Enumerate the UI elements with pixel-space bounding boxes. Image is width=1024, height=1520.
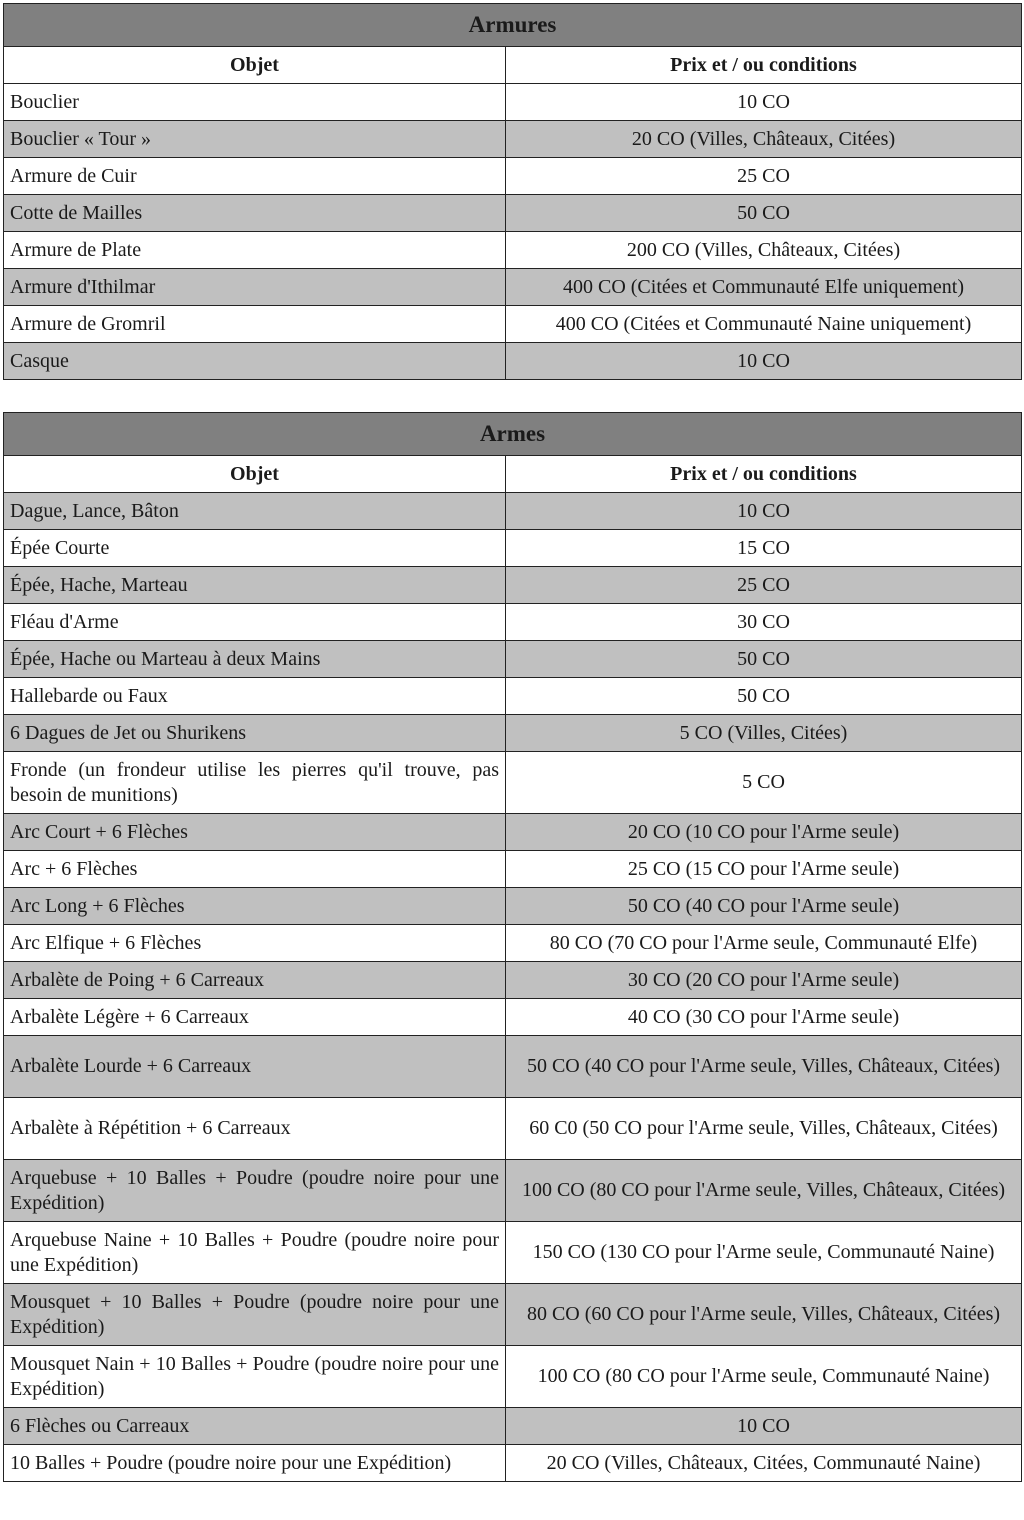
price-cell: 100 CO (80 CO pour l'Arme seule, Communauté Naine) xyxy=(506,1346,1022,1408)
table-title-row xyxy=(4,4,1022,47)
price-cell: 20 CO (Villes, Châteaux, Citées, Communauté Naine) xyxy=(506,1445,1022,1482)
item-cell: Arc Elfique + 6 Flèches xyxy=(4,925,506,962)
column-header-item: Objet xyxy=(4,456,506,493)
item-cell: Fronde (un frondeur utilise les pierres qu'il trouve, pas besoin de munitions) xyxy=(4,752,506,814)
table-row xyxy=(4,641,1022,678)
table-row xyxy=(4,343,1022,380)
table-header-row xyxy=(4,47,1022,84)
table-row xyxy=(4,1284,1022,1346)
price-cell: 400 CO (Citées et Communauté Naine uniquement) xyxy=(506,306,1022,343)
price-cell: 30 CO (20 CO pour l'Arme seule) xyxy=(506,962,1022,999)
price-cell: 50 CO xyxy=(506,678,1022,715)
table-row xyxy=(4,1098,1022,1160)
column-header-price: Prix et / ou conditions xyxy=(506,456,1022,493)
price-cell: 5 CO xyxy=(506,752,1022,814)
price-cell: 80 CO (60 CO pour l'Arme seule, Villes, Châteaux, Citées) xyxy=(506,1284,1022,1346)
table-row xyxy=(4,888,1022,925)
price-cell: 200 CO (Villes, Châteaux, Citées) xyxy=(506,232,1022,269)
price-cell: 10 CO xyxy=(506,493,1022,530)
table-row xyxy=(4,121,1022,158)
table-row xyxy=(4,493,1022,530)
table-row xyxy=(4,678,1022,715)
table-row xyxy=(4,752,1022,814)
price-cell: 50 CO xyxy=(506,641,1022,678)
item-cell: Armure de Plate xyxy=(4,232,506,269)
price-cell: 10 CO xyxy=(506,343,1022,380)
price-cell: 40 CO (30 CO pour l'Arme seule) xyxy=(506,999,1022,1036)
table-header-row xyxy=(4,456,1022,493)
price-cell: 25 CO (15 CO pour l'Arme seule) xyxy=(506,851,1022,888)
table-title-row xyxy=(4,413,1022,456)
table-row xyxy=(4,1160,1022,1222)
item-cell: Épée, Hache ou Marteau à deux Mains xyxy=(4,641,506,678)
table-row xyxy=(4,1408,1022,1445)
table-row xyxy=(4,814,1022,851)
item-cell: Arquebuse Naine + 10 Balles + Poudre (poudre noire pour une Expédition) xyxy=(4,1222,506,1284)
column-header-price: Prix et / ou conditions xyxy=(506,47,1022,84)
item-cell: Fléau d'Arme xyxy=(4,604,506,641)
price-cell: 30 CO xyxy=(506,604,1022,641)
price-cell: 20 CO (Villes, Châteaux, Citées) xyxy=(506,121,1022,158)
item-cell: Arbalète Légère + 6 Carreaux xyxy=(4,999,506,1036)
table-title: Armures xyxy=(4,4,1022,47)
item-cell: Arbalète Lourde + 6 Carreaux xyxy=(4,1036,506,1098)
item-cell: 6 Flèches ou Carreaux xyxy=(4,1408,506,1445)
table-row xyxy=(4,715,1022,752)
price-cell: 10 CO xyxy=(506,1408,1022,1445)
table-row xyxy=(4,158,1022,195)
price-cell: 60 C0 (50 CO pour l'Arme seule, Villes, Châteaux, Citées) xyxy=(506,1098,1022,1160)
item-cell: Dague, Lance, Bâton xyxy=(4,493,506,530)
armures-table xyxy=(3,3,1022,380)
item-cell: Arbalète de Poing + 6 Carreaux xyxy=(4,962,506,999)
price-cell: 5 CO (Villes, Citées) xyxy=(506,715,1022,752)
table-row xyxy=(4,232,1022,269)
item-cell: Cotte de Mailles xyxy=(4,195,506,232)
table-row xyxy=(4,962,1022,999)
price-cell: 25 CO xyxy=(506,158,1022,195)
table-row xyxy=(4,1346,1022,1408)
table-row xyxy=(4,269,1022,306)
item-cell: Hallebarde ou Faux xyxy=(4,678,506,715)
item-cell: Mousquet Nain + 10 Balles + Poudre (poudre noire pour une Expédition) xyxy=(4,1346,506,1408)
price-cell: 100 CO (80 CO pour l'Arme seule, Villes, Châteaux, Citées) xyxy=(506,1160,1022,1222)
item-cell: Épée, Hache, Marteau xyxy=(4,567,506,604)
item-cell: Arquebuse + 10 Balles + Poudre (poudre noire pour une Expédition) xyxy=(4,1160,506,1222)
item-cell: Mousquet + 10 Balles + Poudre (poudre noire pour une Expédition) xyxy=(4,1284,506,1346)
table-row xyxy=(4,925,1022,962)
table-row xyxy=(4,999,1022,1036)
price-cell: 15 CO xyxy=(506,530,1022,567)
price-cell: 50 CO xyxy=(506,195,1022,232)
item-cell: Bouclier « Tour » xyxy=(4,121,506,158)
item-cell: Armure d'Ithilmar xyxy=(4,269,506,306)
table-row xyxy=(4,1445,1022,1482)
item-cell: Arbalète à Répétition + 6 Carreaux xyxy=(4,1098,506,1160)
item-cell: Armure de Gromril xyxy=(4,306,506,343)
price-cell: 25 CO xyxy=(506,567,1022,604)
table-row xyxy=(4,1222,1022,1284)
item-cell: Arc Long + 6 Flèches xyxy=(4,888,506,925)
table-row xyxy=(4,530,1022,567)
table-row xyxy=(4,851,1022,888)
item-cell: Arc Court + 6 Flèches xyxy=(4,814,506,851)
price-cell: 10 CO xyxy=(506,84,1022,121)
item-cell: Casque xyxy=(4,343,506,380)
column-header-item: Objet xyxy=(4,47,506,84)
price-cell: 150 CO (130 CO pour l'Arme seule, Communauté Naine) xyxy=(506,1222,1022,1284)
table-row xyxy=(4,1036,1022,1098)
table-row xyxy=(4,306,1022,343)
item-cell: Épée Courte xyxy=(4,530,506,567)
armes-table xyxy=(3,412,1022,1482)
price-cell: 400 CO (Citées et Communauté Elfe uniquement) xyxy=(506,269,1022,306)
item-cell: Bouclier xyxy=(4,84,506,121)
table-row xyxy=(4,84,1022,121)
item-cell: 6 Dagues de Jet ou Shurikens xyxy=(4,715,506,752)
item-cell: Armure de Cuir xyxy=(4,158,506,195)
item-cell: 10 Balles + Poudre (poudre noire pour une Expédition) xyxy=(4,1445,506,1482)
table-row xyxy=(4,604,1022,641)
table-row xyxy=(4,195,1022,232)
table-row xyxy=(4,567,1022,604)
table-title: Armes xyxy=(4,413,1022,456)
price-cell: 20 CO (10 CO pour l'Arme seule) xyxy=(506,814,1022,851)
item-cell: Arc + 6 Flèches xyxy=(4,851,506,888)
price-cell: 80 CO (70 CO pour l'Arme seule, Communauté Elfe) xyxy=(506,925,1022,962)
price-cell: 50 CO (40 CO pour l'Arme seule, Villes, Châteaux, Citées) xyxy=(506,1036,1022,1098)
price-cell: 50 CO (40 CO pour l'Arme seule) xyxy=(506,888,1022,925)
